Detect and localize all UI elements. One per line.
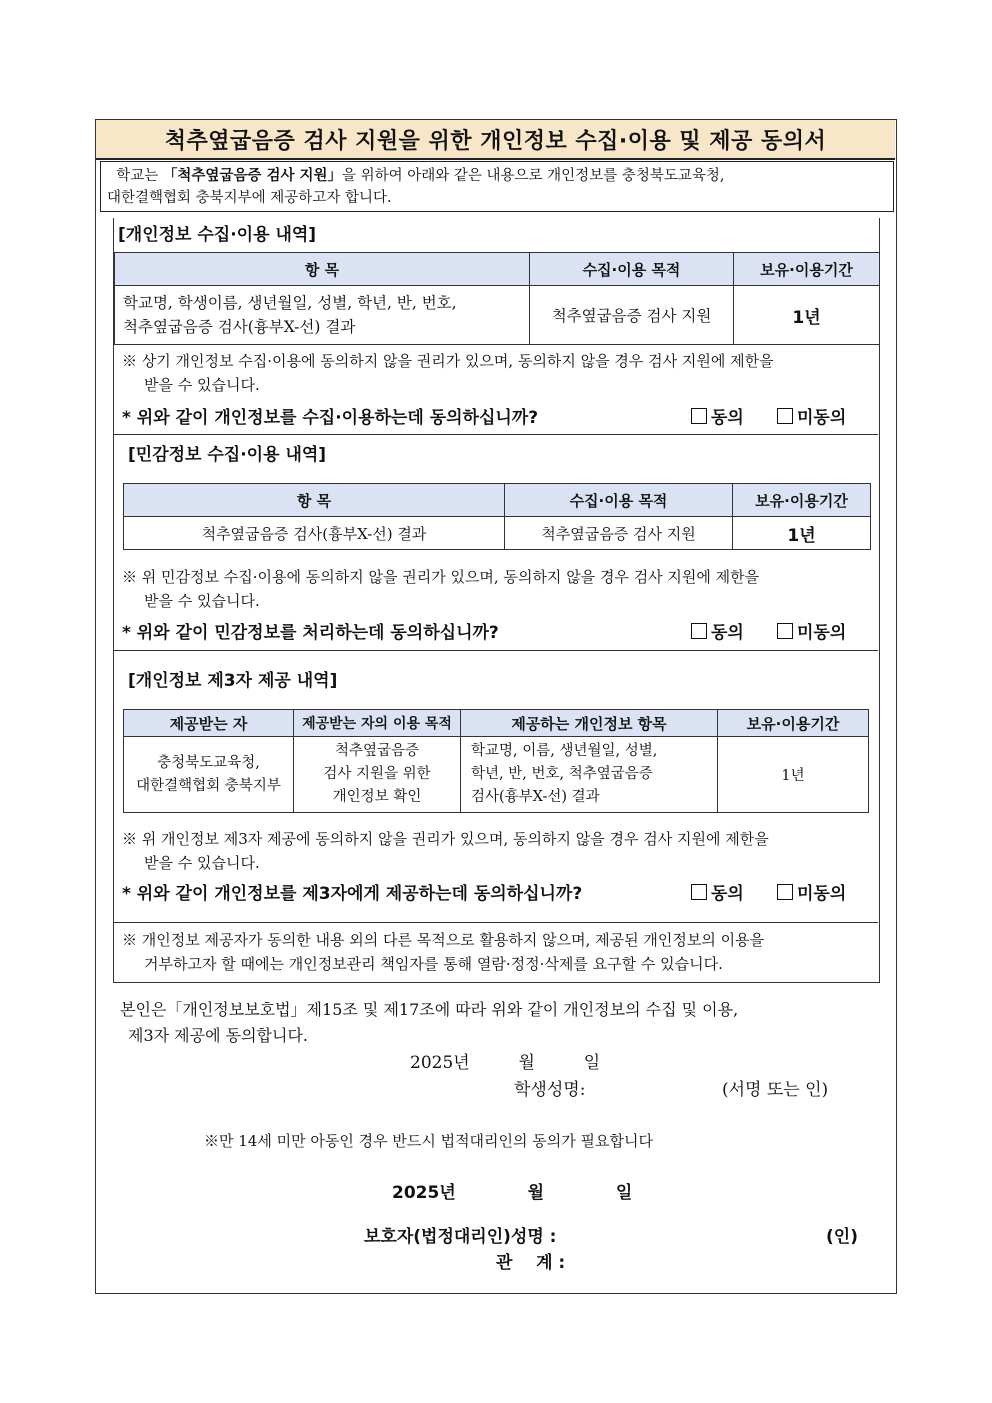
consent-day[interactable]: 일: [583, 1053, 601, 1073]
s3-purpose-line3: 개인정보 확인: [332, 789, 422, 805]
s3-items-line1: 학교명, 이름, 생년월일, 성별,: [471, 743, 658, 759]
s1-cell-item: [115, 286, 530, 345]
s2-cell-item: 척추옆굽음증 검사(흉부X-선) 결과: [124, 517, 505, 550]
guardian-seal[interactable]: (인): [826, 1227, 858, 1247]
section3-table: [123, 709, 869, 813]
s3-note-line2: 받을 수 있습니다.: [144, 854, 260, 872]
s3-agree-label: 동의: [711, 884, 744, 904]
student-sign-field[interactable]: (서명 또는 인): [722, 1080, 829, 1100]
s2-agree-label: 동의: [711, 623, 744, 643]
section3-question: * 위와 같이 개인정보를 제3자에게 제공하는데 동의하십니까?: [122, 884, 583, 904]
section1-question: * 위와 같이 개인정보를 수집·이용하는데 동의하십니까?: [122, 408, 539, 428]
s1-cell-period: 1년: [734, 286, 880, 345]
s2-disagree-option[interactable]: [777, 618, 846, 643]
consent-line1: 본인은「개인정보보호법」제15조 및 제17조에 따라 위와 같이 개인정보의 수집 및 이용,: [120, 1000, 739, 1019]
s2-note-line1: ※ 위 민감정보 수집·이용에 동의하지 않을 권리가 있으며, 동의하지 않을 경우 검사 지원에 제한을: [122, 568, 760, 586]
footer-note-line2: 거부하고자 할 때에는 개인정보관리 책임자를 통해 열람·정정·삭제를 요구할 수 있습니다.: [144, 955, 723, 973]
s2-cell-purpose: 척추옆굽음증 검사 지원: [505, 517, 733, 550]
guardian-month[interactable]: 월: [527, 1183, 545, 1203]
consent-statement: [120, 997, 895, 1049]
intro-box: [100, 161, 894, 212]
s2-header-item: 항 목: [124, 484, 505, 517]
s1-disagree-option[interactable]: [777, 403, 846, 428]
s3-header-purpose: 제공받는 자의 이용 목적: [294, 710, 461, 737]
s2-disagree-checkbox[interactable]: [777, 623, 793, 639]
s2-header-purpose: 수집·이용 목적: [505, 484, 733, 517]
s3-recipient-line2: 대한결핵협회 충북지부: [136, 777, 281, 794]
s1-header-purpose: 수집·이용 목적: [530, 253, 734, 286]
intro-prefix: 학교는: [116, 168, 163, 184]
s1-cell-purpose: 척추옆굽음증 검사 지원: [530, 286, 734, 345]
s3-note-line1: ※ 위 개인정보 제3자 제공에 동의하지 않을 권리가 있으며, 동의하지 않을 경우 검사 지원에 제한을: [122, 830, 769, 848]
divider-3: [114, 922, 878, 923]
s3-header-recipient: 제공받는 자: [124, 710, 294, 737]
s1-item-line1: 학교명, 학생이름, 생년월일, 성별, 학년, 반, 번호,: [123, 294, 457, 312]
s1-header-item: 항 목: [115, 253, 530, 286]
footer-note-line1: ※ 개인정보 제공자가 동의한 내용 외의 다른 목적으로 활용하지 않으며, 제공된 개인정보의 이용을: [122, 931, 765, 949]
intro-highlight: 「척추옆굽음증 검사 지원」: [162, 167, 343, 184]
consent-form: [95, 119, 897, 1294]
s3-items-line3: 검사(흉부X-선) 결과: [471, 789, 600, 805]
s3-disagree-checkbox[interactable]: [777, 884, 793, 900]
guardian-notice: ※만 14세 미만 아동인 경우 반드시 법적대리인의 동의가 필요합니다: [204, 1132, 653, 1150]
s2-header-period: 보유·이용기간: [733, 484, 871, 517]
guardian-relation-label: 관 계 :: [496, 1253, 566, 1273]
s1-disagree-checkbox[interactable]: [777, 408, 793, 424]
s2-agree-checkbox[interactable]: [691, 623, 707, 639]
section3-note: [122, 827, 872, 875]
s3-purpose-line1: 척추옆굽음증: [334, 743, 420, 759]
footer-note: [122, 928, 874, 976]
s3-header-period: 보유·이용기간: [718, 710, 869, 737]
guardian-year: 2025년: [392, 1183, 456, 1203]
section2-question: * 위와 같이 민감정보를 처리하는데 동의하십니까?: [122, 623, 499, 643]
sections-container: [113, 218, 880, 983]
s3-purpose-line2: 검사 지원을 위한: [323, 766, 431, 782]
section1-heading: [개인정보 수집·이용 내역]: [118, 225, 317, 245]
guardian-name-label: 보호자(법정대리인)성명 :: [364, 1227, 557, 1247]
s3-agree-checkbox[interactable]: [691, 884, 707, 900]
s1-agree-label: 동의: [711, 408, 744, 428]
s1-note-line1: ※ 상기 개인정보 수집·이용에 동의하지 않을 권리가 있으며, 동의하지 않을 경우 검사 지원에 제한을: [122, 352, 774, 370]
intro-rest: 을 위하여 아래와 같은 내용으로 개인정보를 충청북도교육청,: [342, 168, 725, 184]
section3-heading: [개인정보 제3자 제공 내역]: [128, 671, 338, 691]
consent-line2: 제3자 제공에 동의합니다.: [128, 1026, 308, 1045]
s2-disagree-label: 미동의: [797, 623, 847, 643]
section2-heading: [민감정보 수집·이용 내역]: [128, 445, 327, 465]
section1-table: [114, 252, 880, 345]
consent-date: [410, 1048, 600, 1073]
intro-line2: 대한결핵협회 충북지부에 제공하고자 합니다.: [107, 190, 392, 206]
s1-item-line2: 척추옆굽음증 검사(흉부X-선) 결과: [123, 318, 356, 336]
section1-note: [122, 349, 872, 397]
guardian-date: [392, 1178, 632, 1203]
student-sign-label: 학생성명:: [514, 1080, 586, 1100]
s2-agree-option[interactable]: [691, 618, 744, 643]
s2-note-line2: 받을 수 있습니다.: [144, 592, 260, 610]
s3-disagree-label: 미동의: [797, 884, 847, 904]
consent-year: 2025년: [410, 1053, 470, 1073]
s3-agree-option[interactable]: [691, 879, 744, 904]
s1-agree-checkbox[interactable]: [691, 408, 707, 424]
s3-recipient-line1: 충청북도교육청,: [157, 754, 260, 771]
s3-cell-recipient: [124, 737, 294, 813]
s1-disagree-label: 미동의: [797, 408, 847, 428]
divider-1: [114, 434, 878, 435]
divider-2: [114, 650, 878, 651]
s1-note-line2: 받을 수 있습니다.: [144, 376, 260, 394]
form-title: 척추옆굽음증 검사 지원을 위한 개인정보 수집·이용 및 제공 동의서: [96, 120, 895, 160]
s1-header-period: 보유·이용기간: [734, 253, 880, 286]
section2-table: [123, 483, 871, 550]
s3-cell-period: 1년: [718, 737, 869, 813]
guardian-day[interactable]: 일: [615, 1183, 633, 1203]
s3-disagree-option[interactable]: [777, 879, 846, 904]
s3-cell-items: [461, 737, 718, 813]
section2-note: [122, 565, 872, 613]
s3-cell-purpose: [294, 737, 461, 813]
s1-agree-option[interactable]: [691, 403, 744, 428]
s3-header-items: 제공하는 개인정보 항목: [461, 710, 718, 737]
s2-cell-period: 1년: [733, 517, 871, 550]
s3-items-line2: 학년, 반, 번호, 척추옆굽음증: [471, 766, 653, 782]
consent-month[interactable]: 월: [518, 1053, 535, 1073]
